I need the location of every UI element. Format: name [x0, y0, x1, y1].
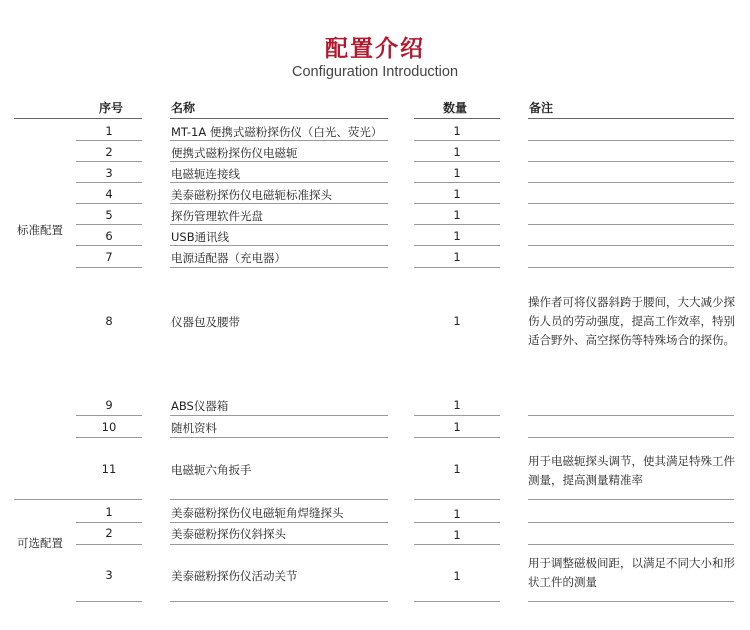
- page-title: 配置介绍: [325, 36, 425, 62]
- row-seq: 5: [105, 208, 113, 222]
- row-name: 美泰磁粉探伤仪斜探头: [171, 527, 286, 541]
- table-top-rule: [414, 118, 500, 119]
- row-divider: [76, 267, 142, 268]
- row-divider: [170, 203, 388, 204]
- row-divider: [414, 224, 500, 225]
- header-qty: 数量: [443, 101, 468, 115]
- table-top-rule: [170, 118, 388, 119]
- row-divider: [414, 161, 500, 162]
- group-divider: [528, 499, 734, 500]
- row-divider: [414, 203, 500, 204]
- row-name: 探伤管理软件光盘: [171, 209, 263, 223]
- row-divider: [170, 182, 388, 183]
- row-divider: [76, 415, 142, 416]
- row-remark: 用于电磁轭探头调节，使其满足特殊工件测量，提高测量精准率: [528, 454, 735, 487]
- row-qty: 1: [453, 229, 461, 243]
- row-qty: 1: [453, 208, 461, 222]
- row-name: 美泰磁粉探伤仪活动关节: [171, 569, 298, 583]
- row-seq: 11: [101, 462, 117, 476]
- row-divider: [414, 140, 500, 141]
- row-divider: [414, 437, 500, 438]
- header-remark: 备注: [529, 101, 554, 115]
- row-divider: [528, 140, 734, 141]
- row-divider: [528, 224, 734, 225]
- row-divider: [528, 161, 734, 162]
- row-divider: [170, 544, 388, 545]
- row-name: MT-1A 便携式磁粉探伤仪（白光、荧光）: [171, 125, 383, 139]
- row-name: 美泰磁粉探伤仪电磁轭角焊缝探头: [171, 506, 344, 520]
- group-divider: [170, 499, 388, 500]
- row-remark: 操作者可将仪器斜跨于腰间，大大减少探伤人员的劳动强度，提高工作效率，特别适合野外、高空探伤等特殊场合的探伤。: [528, 295, 735, 347]
- row-qty: 1: [453, 145, 461, 159]
- table-bottom-rule: [170, 601, 388, 602]
- row-divider: [170, 245, 388, 246]
- row-qty: 1: [453, 528, 461, 542]
- row-divider: [414, 245, 500, 246]
- row-divider: [170, 437, 388, 438]
- row-qty: 1: [453, 398, 461, 412]
- row-qty: 1: [453, 314, 461, 328]
- row-seq: 1: [105, 124, 113, 138]
- row-divider: [170, 140, 388, 141]
- row-seq: 8: [105, 314, 113, 328]
- row-divider: [76, 182, 142, 183]
- row-name: 随机资料: [171, 421, 217, 435]
- row-divider: [76, 140, 142, 141]
- row-name: ABS仪器箱: [171, 399, 229, 413]
- row-name: USB通讯线: [171, 230, 230, 244]
- row-divider: [170, 161, 388, 162]
- row-divider: [528, 437, 734, 438]
- row-seq: 2: [105, 526, 113, 540]
- row-seq: 9: [105, 398, 113, 412]
- row-name: 电源适配器（充电器）: [171, 251, 286, 265]
- row-divider: [170, 267, 388, 268]
- table-top-rule: [528, 118, 734, 119]
- row-qty: 1: [453, 507, 461, 521]
- row-name: 美泰磁粉探伤仪电磁轭标准探头: [171, 188, 332, 202]
- row-divider: [528, 182, 734, 183]
- row-seq: 10: [101, 420, 117, 434]
- row-divider: [414, 182, 500, 183]
- row-qty: 1: [453, 420, 461, 434]
- table-bottom-rule: [414, 601, 500, 602]
- row-divider: [170, 224, 388, 225]
- row-divider: [528, 522, 734, 523]
- row-qty: 1: [453, 462, 461, 476]
- row-divider: [76, 544, 142, 545]
- table-top-rule: [14, 118, 142, 119]
- row-seq: 7: [105, 250, 113, 264]
- row-divider: [76, 203, 142, 204]
- row-qty: 1: [453, 166, 461, 180]
- row-seq: 3: [105, 166, 113, 180]
- row-divider: [76, 522, 142, 523]
- group-label-standard: 标准配置: [17, 223, 63, 237]
- row-divider: [528, 415, 734, 416]
- table-bottom-rule: [76, 601, 142, 602]
- row-divider: [76, 245, 142, 246]
- row-qty: 1: [453, 187, 461, 201]
- table-bottom-rule: [528, 601, 734, 602]
- row-seq: 6: [105, 229, 113, 243]
- row-seq: 2: [105, 145, 113, 159]
- group-label-optional: 可选配置: [17, 536, 63, 550]
- row-name: 电磁轭连接线: [171, 167, 240, 181]
- row-divider: [414, 522, 500, 523]
- header-name: 名称: [171, 101, 196, 115]
- row-divider: [170, 522, 388, 523]
- row-name: 仪器包及腰带: [171, 315, 240, 329]
- row-divider: [414, 544, 500, 545]
- row-qty: 1: [453, 250, 461, 264]
- group-divider: [14, 499, 142, 500]
- row-divider: [76, 437, 142, 438]
- row-qty: 1: [453, 569, 461, 583]
- row-seq: 1: [105, 505, 113, 519]
- row-divider: [76, 224, 142, 225]
- row-divider: [170, 415, 388, 416]
- row-divider: [414, 415, 500, 416]
- row-divider: [528, 267, 734, 268]
- row-divider: [76, 161, 142, 162]
- page-subtitle: Configuration Introduction: [291, 64, 459, 80]
- header-seq: 序号: [99, 101, 124, 115]
- row-divider: [528, 544, 734, 545]
- row-divider: [414, 267, 500, 268]
- row-seq: 3: [105, 568, 113, 582]
- row-name: 电磁轭六角扳手: [171, 463, 252, 477]
- row-name: 便携式磁粉探伤仪电磁轭: [171, 146, 298, 160]
- row-qty: 1: [453, 124, 461, 138]
- group-divider: [414, 499, 500, 500]
- row-divider: [528, 203, 734, 204]
- row-seq: 4: [105, 187, 113, 201]
- row-divider: [528, 245, 734, 246]
- row-remark: 用于调整磁极间距，以满足不同大小和形状工件的测量: [528, 556, 735, 589]
